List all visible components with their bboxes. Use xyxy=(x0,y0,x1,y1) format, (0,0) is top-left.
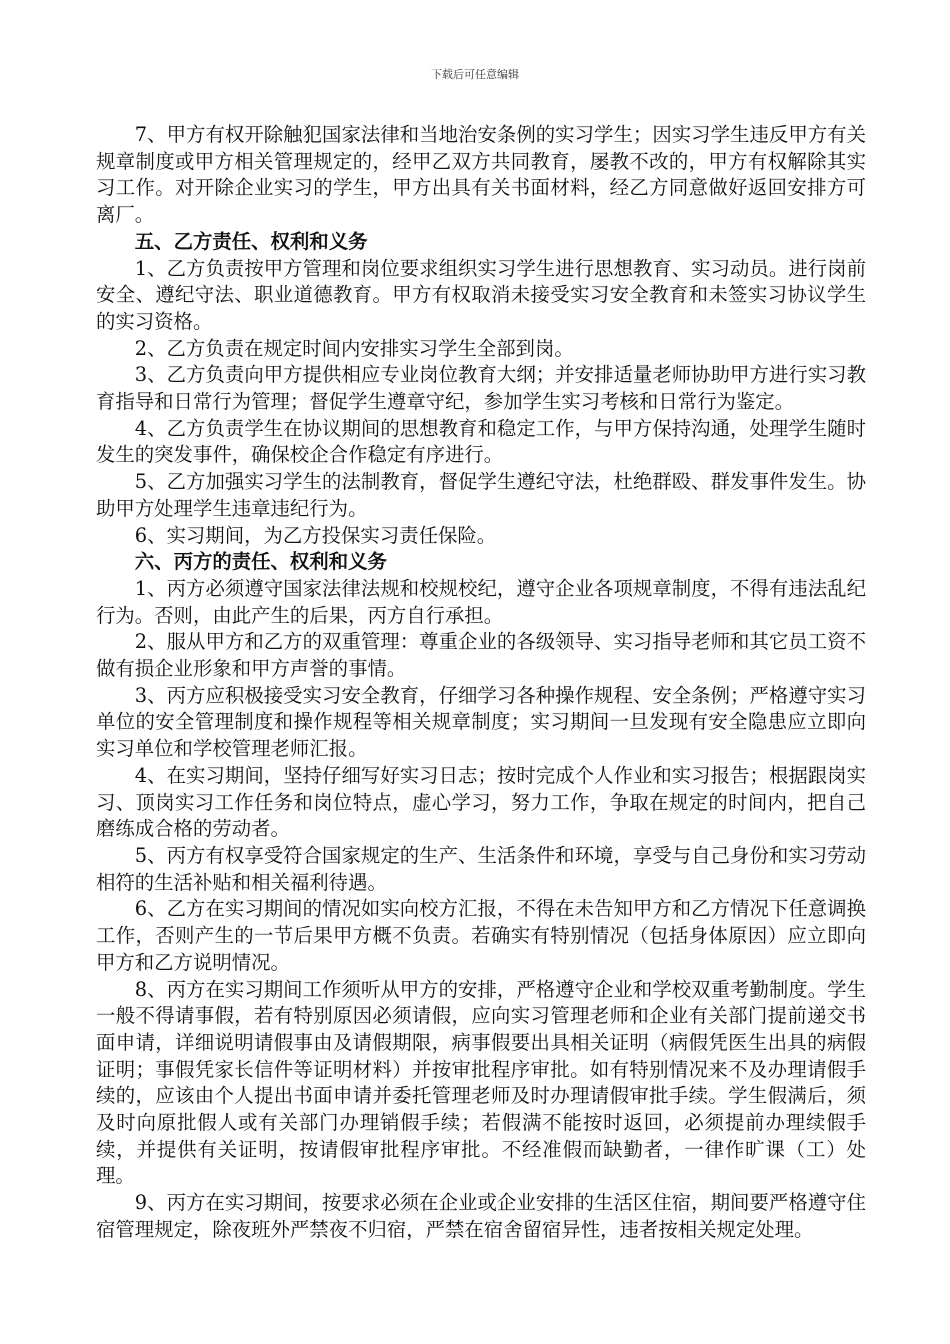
clause-paragraph: 4、乙方负责学生在协议期间的思想教育和稳定工作，与甲方保持沟通，处理学生随时发生的突发事件，确保校企合作稳定有序进行。 xyxy=(96,416,866,467)
section-heading: 五、乙方责任、权利和义务 xyxy=(134,229,368,253)
clause-paragraph: 2、乙方负责在规定时间内安排实习学生全部到岗。 xyxy=(134,336,574,360)
clause-paragraph: 6、乙方在实习期间的情况如实向校方汇报，不得在未告知甲方和乙方情况下任意调换工作，否则产生的一节后果甲方概不负责。若确实有特别情况（包括身体原因）应立即向甲方和乙方说明情况。 xyxy=(96,897,866,974)
clause-paragraph: 8、丙方在实习期间工作须听从甲方的安排，严格遵守企业和学校双重考勤制度。学生一般不得请事假，若有特别原因必须请假，应向实习管理老师和企业有关部门提前递交书面申请，详细说明请假事由及请假期限，病事假要出具相关证明（病假凭医生出具的病假证明；事假凭家长信件等证明材料）并按审批程序审批。如有特别情况来不及办理请假手续的，应该由个人提出书面申请并委托管理老师及时办理请假审批手续。学生假满后，须及时向原批假人或有关部门办理销假手续；若假满不能按时返回，必须提前办理续假手续，并提供有关证明，按请假审批程序审批。不经准假而缺勤者，一律作旷课（工）处理。 xyxy=(96,977,866,1188)
header-note: 下载后可任意编辑 xyxy=(431,68,519,81)
clause-paragraph: 3、丙方应积极接受实习安全教育，仔细学习各种操作规程、安全条例；严格遵守实习单位的安全管理制度和操作规程等相关规章制度；实习期间一旦发现有安全隐患应立即向实习单位和学校管理老师汇报。 xyxy=(96,683,866,761)
section-heading: 六、丙方的责任、权利和义务 xyxy=(134,550,387,574)
clause-paragraph: 1、乙方负责按甲方管理和岗位要求组织实习学生进行思想教育、实习动员。进行岗前安全、遵纪守法、职业道德教育。甲方有权取消未接受实习安全教育和未签实习协议学生的实习资格。 xyxy=(96,256,866,333)
document-body xyxy=(96,122,866,1244)
clause-paragraph: 1、丙方必须遵守国家法律法规和校规校纪，遵守企业各项规章制度，不得有违法乱纪行为。否则，由此产生的后果，丙方自行承担。 xyxy=(96,576,866,627)
clause-paragraph: 6、实习期间，为乙方投保实习责任保险。 xyxy=(134,523,497,547)
clause-paragraph: 4、在实习期间，坚持仔细写好实习日志；按时完成个人作业和实习报告；根据跟岗实习、顶岗实习工作任务和岗位特点，虚心学习，努力工作，争取在规定的时间内，把自己磨练成合格的劳动者。 xyxy=(96,763,866,841)
clause-paragraph: 7、甲方有权开除触犯国家法律和当地治安条例的实习学生；因实习学生违反甲方有关规章制度或甲方相关管理规定的，经甲乙双方共同教育，屡教不改的，甲方有权解除其实习工作。对开除企业实习的学生，甲方出具有关书面材料，经乙方同意做好返回安排方可离厂。 xyxy=(96,123,866,227)
clause-paragraph: 5、乙方加强实习学生的法制教育，督促学生遵纪守法，杜绝群殴、群发事件发生。协助甲方处理学生违章违纪行为。 xyxy=(96,470,866,520)
clause-paragraph: 2、服从甲方和乙方的双重管理：尊重企业的各级领导、实习指导老师和其它员工资不做有损企业形象和甲方声誉的事情。 xyxy=(96,630,866,681)
clause-paragraph: 5、丙方有权享受符合国家规定的生产、生活条件和环境，享受与自己身份和实习劳动相符的生活补贴和相关福利待遇。 xyxy=(96,843,866,894)
clause-paragraph: 9、丙方在实习期间，按要求必须在企业或企业安排的生活区住宿，期间要严格遵守住宿管理规定，除夜班外严禁夜不归宿，严禁在宿舍留宿异性，违者按相关规定处理。 xyxy=(96,1191,866,1241)
clause-paragraph: 3、乙方负责向甲方提供相应专业岗位教育大纲；并安排适量老师协助甲方进行实习教育指导和日常行为管理；督促学生遵章守纪，参加学生实习考核和日常行为鉴定。 xyxy=(96,363,866,414)
